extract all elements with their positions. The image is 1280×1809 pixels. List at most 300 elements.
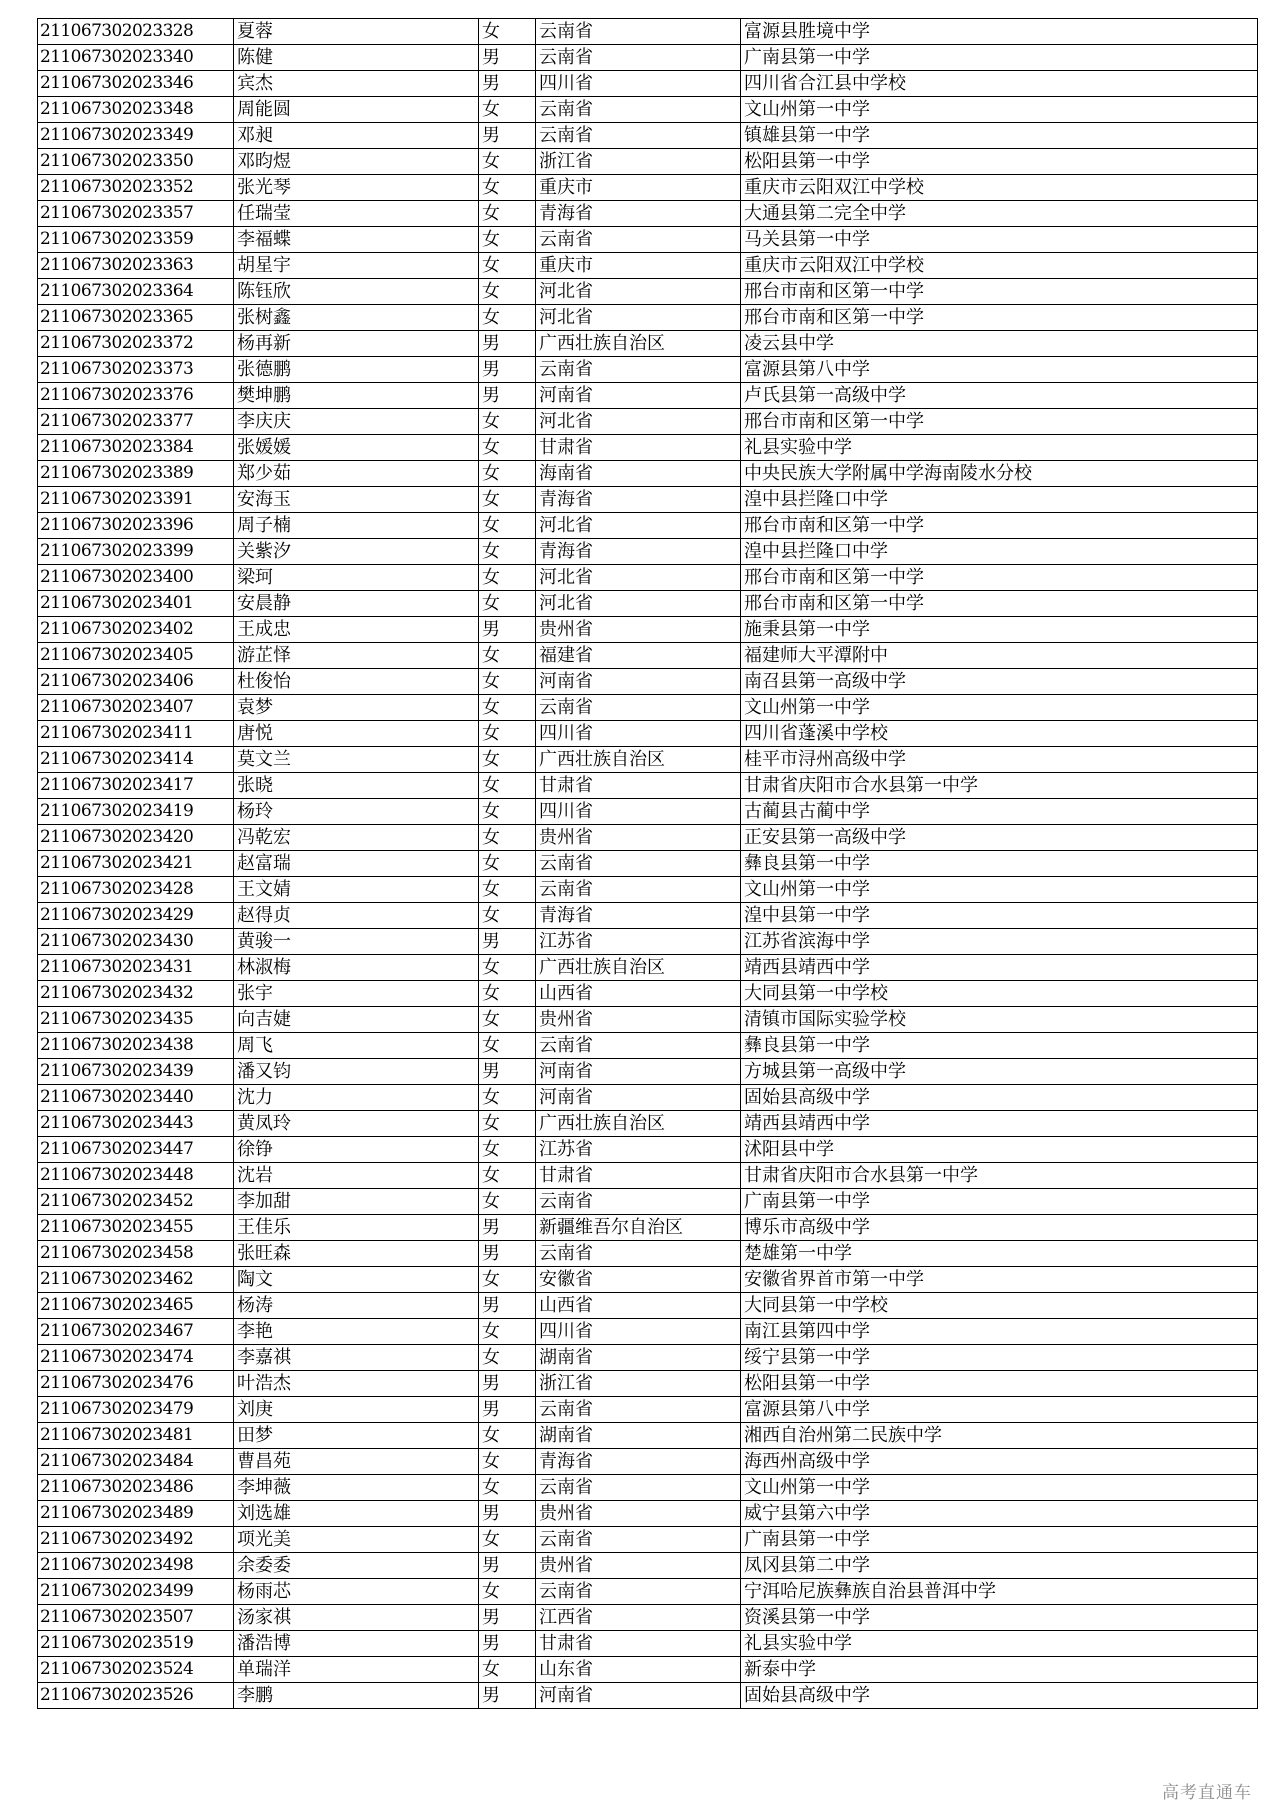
table-row	[38, 591, 1258, 617]
table-row	[38, 1397, 1258, 1423]
exam-id-cell: 211067302023420	[38, 825, 234, 851]
name-cell: 潘浩博	[234, 1631, 479, 1657]
exam-id-cell: 211067302023507	[38, 1605, 234, 1631]
province-cell: 广西壮族自治区	[536, 955, 741, 981]
table-row	[38, 1267, 1258, 1293]
province-cell: 青海省	[536, 539, 741, 565]
exam-id-cell: 211067302023519	[38, 1631, 234, 1657]
table-row	[38, 1137, 1258, 1163]
school-cell: 广南县第一中学	[741, 45, 1258, 71]
table-row	[38, 877, 1258, 903]
exam-id-cell: 211067302023498	[38, 1553, 234, 1579]
exam-id-cell: 211067302023443	[38, 1111, 234, 1137]
gender-cell: 女	[479, 1527, 536, 1553]
exam-id-cell: 211067302023340	[38, 45, 234, 71]
school-cell: 文山州第一中学	[741, 695, 1258, 721]
province-cell: 江苏省	[536, 929, 741, 955]
province-cell: 重庆市	[536, 175, 741, 201]
gender-cell: 女	[479, 1189, 536, 1215]
exam-id-cell: 211067302023405	[38, 643, 234, 669]
school-cell: 湘西自治州第二民族中学	[741, 1423, 1258, 1449]
school-cell: 富源县第八中学	[741, 1397, 1258, 1423]
province-cell: 甘肃省	[536, 773, 741, 799]
province-cell: 河南省	[536, 1059, 741, 1085]
table-row	[38, 695, 1258, 721]
table-row	[38, 1371, 1258, 1397]
gender-cell: 女	[479, 461, 536, 487]
table-row	[38, 227, 1258, 253]
exam-id-cell: 211067302023391	[38, 487, 234, 513]
school-cell: 绥宁县第一中学	[741, 1345, 1258, 1371]
school-cell: 博乐市高级中学	[741, 1215, 1258, 1241]
gender-cell: 女	[479, 695, 536, 721]
name-cell: 王佳乐	[234, 1215, 479, 1241]
gender-cell: 女	[479, 1449, 536, 1475]
gender-cell: 女	[479, 487, 536, 513]
exam-id-cell: 211067302023526	[38, 1683, 234, 1709]
table-row	[38, 279, 1258, 305]
table-row	[38, 617, 1258, 643]
gender-cell: 女	[479, 981, 536, 1007]
name-cell: 杜俊怡	[234, 669, 479, 695]
gender-cell: 女	[479, 1163, 536, 1189]
school-cell: 富源县第八中学	[741, 357, 1258, 383]
exam-id-cell: 211067302023455	[38, 1215, 234, 1241]
table-row	[38, 1553, 1258, 1579]
name-cell: 安海玉	[234, 487, 479, 513]
exam-id-cell: 211067302023458	[38, 1241, 234, 1267]
exam-id-cell: 211067302023352	[38, 175, 234, 201]
table-row	[38, 1527, 1258, 1553]
school-cell: 松阳县第一中学	[741, 1371, 1258, 1397]
name-cell: 李艳	[234, 1319, 479, 1345]
province-cell: 云南省	[536, 1033, 741, 1059]
exam-id-cell: 211067302023365	[38, 305, 234, 331]
school-cell: 邢台市南和区第一中学	[741, 279, 1258, 305]
table-row	[38, 903, 1258, 929]
school-cell: 威宁县第六中学	[741, 1501, 1258, 1527]
gender-cell: 男	[479, 1631, 536, 1657]
table-row	[38, 253, 1258, 279]
province-cell: 新疆维吾尔自治区	[536, 1215, 741, 1241]
name-cell: 陈健	[234, 45, 479, 71]
name-cell: 张晓	[234, 773, 479, 799]
exam-id-cell: 211067302023439	[38, 1059, 234, 1085]
school-cell: 湟中县拦隆口中学	[741, 539, 1258, 565]
school-cell: 邢台市南和区第一中学	[741, 513, 1258, 539]
table-row	[38, 97, 1258, 123]
table-row	[38, 383, 1258, 409]
name-cell: 周飞	[234, 1033, 479, 1059]
school-cell: 彝良县第一中学	[741, 1033, 1258, 1059]
gender-cell: 女	[479, 851, 536, 877]
gender-cell: 女	[479, 1137, 536, 1163]
school-cell: 靖西县靖西中学	[741, 955, 1258, 981]
school-cell: 江苏省滨海中学	[741, 929, 1258, 955]
school-cell: 四川省蓬溪中学校	[741, 721, 1258, 747]
table-row	[38, 773, 1258, 799]
name-cell: 李鹏	[234, 1683, 479, 1709]
gender-cell: 女	[479, 877, 536, 903]
exam-id-cell: 211067302023474	[38, 1345, 234, 1371]
province-cell: 河南省	[536, 1085, 741, 1111]
gender-cell: 女	[479, 1007, 536, 1033]
province-cell: 四川省	[536, 1319, 741, 1345]
name-cell: 郑少茹	[234, 461, 479, 487]
gender-cell: 男	[479, 1293, 536, 1319]
exam-id-cell: 211067302023401	[38, 591, 234, 617]
school-cell: 安徽省界首市第一中学	[741, 1267, 1258, 1293]
province-cell: 云南省	[536, 357, 741, 383]
gender-cell: 女	[479, 721, 536, 747]
name-cell: 赵得贞	[234, 903, 479, 929]
table-row	[38, 851, 1258, 877]
table-row	[38, 1189, 1258, 1215]
table-row	[38, 747, 1258, 773]
name-cell: 沈岩	[234, 1163, 479, 1189]
gender-cell: 男	[479, 331, 536, 357]
name-cell: 李福蝶	[234, 227, 479, 253]
province-cell: 河南省	[536, 669, 741, 695]
name-cell: 李加甜	[234, 1189, 479, 1215]
province-cell: 江西省	[536, 1605, 741, 1631]
table-row	[38, 461, 1258, 487]
watermark-text: 高考直通车	[1162, 1783, 1252, 1803]
province-cell: 山西省	[536, 1293, 741, 1319]
name-cell: 张宇	[234, 981, 479, 1007]
name-cell: 叶浩杰	[234, 1371, 479, 1397]
table-row	[38, 1423, 1258, 1449]
name-cell: 沈力	[234, 1085, 479, 1111]
province-cell: 云南省	[536, 1579, 741, 1605]
gender-cell: 女	[479, 1579, 536, 1605]
school-cell: 文山州第一中学	[741, 1475, 1258, 1501]
gender-cell: 男	[479, 71, 536, 97]
province-cell: 云南省	[536, 97, 741, 123]
school-cell: 大通县第二完全中学	[741, 201, 1258, 227]
name-cell: 项光美	[234, 1527, 479, 1553]
table-row	[38, 955, 1258, 981]
table-row	[38, 1605, 1258, 1631]
province-cell: 重庆市	[536, 253, 741, 279]
name-cell: 任瑞莹	[234, 201, 479, 227]
school-cell: 海西州高级中学	[741, 1449, 1258, 1475]
exam-id-cell: 211067302023364	[38, 279, 234, 305]
name-cell: 陶文	[234, 1267, 479, 1293]
table-row	[38, 565, 1258, 591]
school-cell: 福建师大平潭附中	[741, 643, 1258, 669]
table-row	[38, 19, 1258, 45]
table-row	[38, 1319, 1258, 1345]
name-cell: 黄骏一	[234, 929, 479, 955]
name-cell: 张光琴	[234, 175, 479, 201]
exam-id-cell: 211067302023419	[38, 799, 234, 825]
name-cell: 莫文兰	[234, 747, 479, 773]
school-cell: 甘肃省庆阳市合水县第一中学	[741, 773, 1258, 799]
name-cell: 游芷怿	[234, 643, 479, 669]
name-cell: 王成忠	[234, 617, 479, 643]
school-cell: 方城县第一高级中学	[741, 1059, 1258, 1085]
exam-id-cell: 211067302023421	[38, 851, 234, 877]
gender-cell: 女	[479, 1033, 536, 1059]
exam-id-cell: 211067302023486	[38, 1475, 234, 1501]
exam-id-cell: 211067302023402	[38, 617, 234, 643]
table-row	[38, 149, 1258, 175]
exam-id-cell: 211067302023384	[38, 435, 234, 461]
name-cell: 徐铮	[234, 1137, 479, 1163]
exam-id-cell: 211067302023524	[38, 1657, 234, 1683]
name-cell: 梁珂	[234, 565, 479, 591]
province-cell: 四川省	[536, 799, 741, 825]
name-cell: 汤家祺	[234, 1605, 479, 1631]
school-cell: 礼县实验中学	[741, 435, 1258, 461]
province-cell: 广西壮族自治区	[536, 1111, 741, 1137]
name-cell: 唐悦	[234, 721, 479, 747]
school-cell: 湟中县拦隆口中学	[741, 487, 1258, 513]
exam-id-cell: 211067302023400	[38, 565, 234, 591]
province-cell: 山东省	[536, 1657, 741, 1683]
name-cell: 李庆庆	[234, 409, 479, 435]
province-cell: 云南省	[536, 1189, 741, 1215]
name-cell: 潘又钧	[234, 1059, 479, 1085]
school-cell: 凤冈县第二中学	[741, 1553, 1258, 1579]
table-row	[38, 1215, 1258, 1241]
exam-id-cell: 211067302023377	[38, 409, 234, 435]
table-row	[38, 669, 1258, 695]
province-cell: 河北省	[536, 279, 741, 305]
table-row	[38, 1657, 1258, 1683]
school-cell: 文山州第一中学	[741, 97, 1258, 123]
exam-id-cell: 211067302023372	[38, 331, 234, 357]
table-row	[38, 929, 1258, 955]
province-cell: 湖南省	[536, 1345, 741, 1371]
province-cell: 云南省	[536, 123, 741, 149]
name-cell: 胡星宇	[234, 253, 479, 279]
exam-id-cell: 211067302023499	[38, 1579, 234, 1605]
gender-cell: 女	[479, 175, 536, 201]
province-cell: 甘肃省	[536, 1163, 741, 1189]
province-cell: 贵州省	[536, 617, 741, 643]
table-row	[38, 1449, 1258, 1475]
province-cell: 贵州省	[536, 1501, 741, 1527]
province-cell: 青海省	[536, 1449, 741, 1475]
gender-cell: 女	[479, 149, 536, 175]
exam-id-cell: 211067302023389	[38, 461, 234, 487]
exam-id-cell: 211067302023447	[38, 1137, 234, 1163]
exam-id-cell: 211067302023476	[38, 1371, 234, 1397]
table-row	[38, 1631, 1258, 1657]
table-row	[38, 1007, 1258, 1033]
gender-cell: 女	[479, 799, 536, 825]
province-cell: 河南省	[536, 1683, 741, 1709]
school-cell: 邢台市南和区第一中学	[741, 305, 1258, 331]
exam-id-cell: 211067302023348	[38, 97, 234, 123]
table-row	[38, 435, 1258, 461]
table-row	[38, 45, 1258, 71]
name-cell: 陈钰欣	[234, 279, 479, 305]
province-cell: 浙江省	[536, 1371, 741, 1397]
table-row	[38, 721, 1258, 747]
school-cell: 新泰中学	[741, 1657, 1258, 1683]
exam-id-cell: 211067302023399	[38, 539, 234, 565]
gender-cell: 女	[479, 19, 536, 45]
school-cell: 广南县第一中学	[741, 1527, 1258, 1553]
exam-id-cell: 211067302023346	[38, 71, 234, 97]
name-cell: 单瑞洋	[234, 1657, 479, 1683]
exam-id-cell: 211067302023481	[38, 1423, 234, 1449]
exam-id-cell: 211067302023328	[38, 19, 234, 45]
school-cell: 湟中县第一中学	[741, 903, 1258, 929]
gender-cell: 男	[479, 929, 536, 955]
exam-id-cell: 211067302023406	[38, 669, 234, 695]
school-cell: 四川省合江县中学校	[741, 71, 1258, 97]
school-cell: 沭阳县中学	[741, 1137, 1258, 1163]
school-cell: 大同县第一中学校	[741, 1293, 1258, 1319]
exam-id-cell: 211067302023440	[38, 1085, 234, 1111]
name-cell: 黄凤玲	[234, 1111, 479, 1137]
school-cell: 邢台市南和区第一中学	[741, 565, 1258, 591]
gender-cell: 女	[479, 773, 536, 799]
school-cell: 广南县第一中学	[741, 1189, 1258, 1215]
school-cell: 彝良县第一中学	[741, 851, 1258, 877]
province-cell: 云南省	[536, 1475, 741, 1501]
gender-cell: 女	[479, 1111, 536, 1137]
table-row	[38, 1683, 1258, 1709]
exam-id-cell: 211067302023359	[38, 227, 234, 253]
school-cell: 资溪县第一中学	[741, 1605, 1258, 1631]
name-cell: 刘选雄	[234, 1501, 479, 1527]
gender-cell: 男	[479, 383, 536, 409]
gender-cell: 女	[479, 201, 536, 227]
exam-id-cell: 211067302023432	[38, 981, 234, 1007]
table-row	[38, 487, 1258, 513]
table-row	[38, 1033, 1258, 1059]
school-cell: 邢台市南和区第一中学	[741, 591, 1258, 617]
gender-cell: 女	[479, 669, 536, 695]
exam-id-cell: 211067302023484	[38, 1449, 234, 1475]
gender-cell: 男	[479, 1683, 536, 1709]
gender-cell: 男	[479, 1397, 536, 1423]
school-cell: 靖西县靖西中学	[741, 1111, 1258, 1137]
exam-id-cell: 211067302023429	[38, 903, 234, 929]
province-cell: 福建省	[536, 643, 741, 669]
exam-id-cell: 211067302023448	[38, 1163, 234, 1189]
exam-id-cell: 211067302023465	[38, 1293, 234, 1319]
table-row	[38, 1241, 1258, 1267]
exam-id-cell: 211067302023438	[38, 1033, 234, 1059]
gender-cell: 女	[479, 1423, 536, 1449]
exam-id-cell: 211067302023417	[38, 773, 234, 799]
exam-id-cell: 211067302023428	[38, 877, 234, 903]
gender-cell: 女	[479, 1657, 536, 1683]
province-cell: 河南省	[536, 383, 741, 409]
school-cell: 施秉县第一中学	[741, 617, 1258, 643]
school-cell: 固始县高级中学	[741, 1085, 1258, 1111]
gender-cell: 女	[479, 643, 536, 669]
name-cell: 关紫汐	[234, 539, 479, 565]
exam-id-cell: 211067302023492	[38, 1527, 234, 1553]
name-cell: 赵富瑞	[234, 851, 479, 877]
province-cell: 浙江省	[536, 149, 741, 175]
table-row	[38, 1111, 1258, 1137]
name-cell: 林淑梅	[234, 955, 479, 981]
province-cell: 贵州省	[536, 1553, 741, 1579]
gender-cell: 女	[479, 435, 536, 461]
name-cell: 李嘉祺	[234, 1345, 479, 1371]
province-cell: 贵州省	[536, 1007, 741, 1033]
exam-id-cell: 211067302023396	[38, 513, 234, 539]
province-cell: 甘肃省	[536, 435, 741, 461]
province-cell: 贵州省	[536, 825, 741, 851]
province-cell: 云南省	[536, 227, 741, 253]
gender-cell: 男	[479, 1605, 536, 1631]
province-cell: 云南省	[536, 19, 741, 45]
school-cell: 文山州第一中学	[741, 877, 1258, 903]
province-cell: 山西省	[536, 981, 741, 1007]
name-cell: 王文婧	[234, 877, 479, 903]
gender-cell: 女	[479, 565, 536, 591]
province-cell: 广西壮族自治区	[536, 747, 741, 773]
gender-cell: 男	[479, 1553, 536, 1579]
gender-cell: 男	[479, 1215, 536, 1241]
table-row	[38, 1085, 1258, 1111]
exam-id-cell: 211067302023479	[38, 1397, 234, 1423]
table-row	[38, 305, 1258, 331]
gender-cell: 女	[479, 1085, 536, 1111]
province-cell: 青海省	[536, 201, 741, 227]
gender-cell: 男	[479, 45, 536, 71]
exam-id-cell: 211067302023430	[38, 929, 234, 955]
exam-id-cell: 211067302023414	[38, 747, 234, 773]
gender-cell: 女	[479, 279, 536, 305]
gender-cell: 女	[479, 513, 536, 539]
school-cell: 邢台市南和区第一中学	[741, 409, 1258, 435]
school-cell: 镇雄县第一中学	[741, 123, 1258, 149]
table-row	[38, 331, 1258, 357]
gender-cell: 女	[479, 539, 536, 565]
school-cell: 重庆市云阳双江中学校	[741, 175, 1258, 201]
province-cell: 四川省	[536, 721, 741, 747]
table-row	[38, 643, 1258, 669]
gender-cell: 男	[479, 1371, 536, 1397]
province-cell: 河北省	[536, 565, 741, 591]
gender-cell: 女	[479, 227, 536, 253]
gender-cell: 男	[479, 123, 536, 149]
gender-cell: 女	[479, 253, 536, 279]
school-cell: 楚雄第一中学	[741, 1241, 1258, 1267]
gender-cell: 男	[479, 617, 536, 643]
name-cell: 宾杰	[234, 71, 479, 97]
school-cell: 马关县第一中学	[741, 227, 1258, 253]
roster-body	[38, 19, 1258, 1709]
gender-cell: 男	[479, 1241, 536, 1267]
name-cell: 杨涛	[234, 1293, 479, 1319]
school-cell: 古蔺县古蔺中学	[741, 799, 1258, 825]
table-row	[38, 1345, 1258, 1371]
school-cell: 中央民族大学附属中学海南陵水分校	[741, 461, 1258, 487]
table-row	[38, 539, 1258, 565]
gender-cell: 女	[479, 409, 536, 435]
school-cell: 大同县第一中学校	[741, 981, 1258, 1007]
exam-id-cell: 211067302023350	[38, 149, 234, 175]
name-cell: 袁梦	[234, 695, 479, 721]
table-row	[38, 1293, 1258, 1319]
name-cell: 张德鹏	[234, 357, 479, 383]
exam-id-cell: 211067302023452	[38, 1189, 234, 1215]
province-cell: 河北省	[536, 513, 741, 539]
exam-id-cell: 211067302023376	[38, 383, 234, 409]
table-row	[38, 1059, 1258, 1085]
